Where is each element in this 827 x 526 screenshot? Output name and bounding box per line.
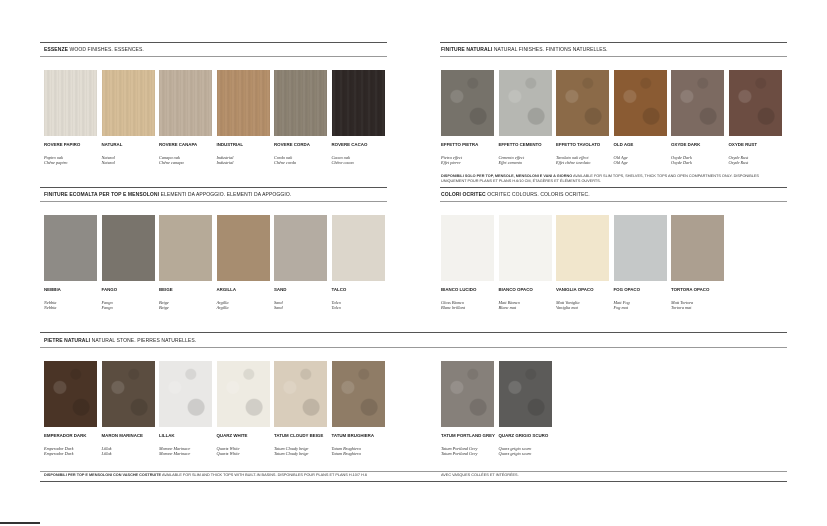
swatch-subtitle-fr: Emperador Dark [44, 451, 74, 456]
swatch-subtitle-fr: Fango [101, 305, 113, 310]
swatch-subtitle-en: Old Age [613, 155, 628, 160]
swatch-subtitle-en: Marone Marinace [159, 446, 191, 451]
swatch-rovere-corda [274, 70, 327, 136]
rule-bottom-note [40, 471, 787, 472]
swatch-label: FANGO [101, 287, 118, 292]
swatch-label: FOG OPACO [613, 287, 641, 292]
rule-top-right [440, 42, 787, 43]
swatch-tatum-brughiera [332, 361, 385, 427]
swatch-label: OLD AGE [613, 142, 634, 147]
swatch-label: ROVERE PAPIRO [44, 142, 81, 147]
swatch-beige [159, 215, 212, 281]
swatch-subtitle-fr: Effet cemento [498, 160, 523, 165]
swatch-subtitle-en: Nebbia [44, 300, 57, 305]
swatch-maron-marinace [102, 361, 155, 427]
swatch-subtitle-en: Matt Fog [613, 300, 630, 305]
section-title-colori-ocritec: COLORI OCRITEC OCRITEC COLOURS. COLORIS OCRITEC. [441, 192, 590, 198]
swatch-effetto-tavolato [556, 70, 609, 136]
swatch-subtitle-fr: Chêne canapa [159, 160, 184, 165]
swatch-subtitle-en: Emperador Dark [44, 446, 74, 451]
swatch-quarz-white [217, 361, 270, 427]
section-title-essenze: ESSENZE WOOD FINISHES. ESSENCES. [44, 47, 144, 53]
swatch-subtitle-en: Pietra effect [441, 155, 463, 160]
swatch-subtitle-en: Argilla [216, 300, 229, 305]
swatch-label: EFFETTO TAVOLATO [556, 142, 601, 147]
swatch-label: VANIGLIA OPACO [556, 287, 594, 292]
swatch-subtitle-en: Natural [101, 155, 115, 160]
swatch-label: SAND [274, 287, 287, 292]
swatch-subtitle-fr: Blanc brillant [441, 305, 465, 310]
swatch-subtitle-en: Cemento effect [498, 155, 525, 160]
swatch-lillak [159, 361, 212, 427]
swatch-subtitle-en: Matt Bianco [498, 300, 520, 305]
swatch-label: LILLAK [159, 433, 175, 438]
rule-finiture-naturali [440, 56, 787, 57]
swatch-subtitle-fr: Industrial [216, 160, 234, 165]
swatch-rovere-papiro [44, 70, 97, 136]
swatch-label: ROVERE CORDA [274, 142, 310, 147]
swatch-subtitle-en: Industrial [216, 155, 234, 160]
swatch-subtitle-en: Matt Tortora [671, 300, 694, 305]
swatch-label: BEIGE [159, 287, 173, 292]
rule-top-left [40, 42, 387, 43]
swatch-subtitle-fr: Fog mat [613, 305, 628, 310]
section-title-finiture-naturali: FINITURE NATURALI NATURAL FINISHES. FINITIONS NATURELLES. [441, 47, 608, 53]
swatch-subtitle-fr: Quartz White [216, 451, 240, 456]
swatch-subtitle-fr: Tatum Brughiera [331, 451, 361, 456]
swatch-sand [274, 215, 327, 281]
swatch-talco [332, 215, 385, 281]
section-title-pietre-naturali: PIETRE NATURALI NATURAL STONE. PIERRES NATURELLES. [44, 338, 197, 344]
swatch-label: INDUSTRIAL [216, 142, 244, 147]
swatch-label: TATUM CLOUDY BEIGE [274, 433, 324, 438]
swatch-rovere-canapa [159, 70, 212, 136]
swatch-label: EFFETTO PIETRA [441, 142, 479, 147]
swatch-subtitle-fr: Chêne cacao [331, 160, 354, 165]
swatch-quarz-grigio-scuro [499, 361, 552, 427]
swatch-effetto-pietra [441, 70, 494, 136]
swatch-label: OXYDE RUST [728, 142, 758, 147]
note-pietre-right: AVEC VASQUES COLLÉES ET INTÉGRÉES. [441, 473, 519, 477]
swatch-label: BIANCO LUCIDO [441, 287, 477, 292]
swatch-oxyde-rust [729, 70, 782, 136]
rule-colori-ocritec [440, 201, 787, 202]
swatch-label: TALCO [331, 287, 347, 292]
swatch-subtitle-fr: Argilla [216, 305, 229, 310]
swatch-effetto-cemento [499, 70, 552, 136]
swatch-subtitle-fr: Blanc mat [498, 305, 517, 310]
swatch-subtitle-en: Sand [274, 300, 283, 305]
swatch-subtitle-fr: Lillak [101, 451, 112, 456]
rule-bottom [40, 481, 787, 482]
swatch-subtitle-fr: Chêne papiro [44, 160, 68, 165]
swatch-label: NEBBIA [44, 287, 61, 292]
swatch-subtitle-en: Cacao oak [331, 155, 350, 160]
swatch-label: QUARZ GRIGIO SCURO [498, 433, 549, 438]
swatch-nebbia [44, 215, 97, 281]
swatch-subtitle-en: Matt Vaniglia [556, 300, 580, 305]
swatch-emperador-dark [44, 361, 97, 427]
swatch-subtitle-fr: Nebbia [44, 305, 57, 310]
swatch-rovere-cacao [332, 70, 385, 136]
swatch-subtitle-fr: Natural [101, 160, 115, 165]
swatch-subtitle-fr: Oxyde Rust [728, 160, 749, 165]
swatch-subtitle-fr: Beige [159, 305, 169, 310]
swatch-subtitle-en: Papiro oak [44, 155, 64, 160]
section-title-ecomalta: FINITURE ECOMALTA PER TOP E MENSOLONI ELEMENTI DA APPOGGIO. ELEMENTI DA APPOGGIO. [44, 192, 292, 198]
swatch-subtitle-en: Tatum Cloudy beige [274, 446, 309, 451]
swatch-label: QUARZ WHITE [216, 433, 248, 438]
swatch-label: BIANCO OPACO [498, 287, 533, 292]
rule-ecomalta [40, 201, 387, 202]
swatch-subtitle-en: Quarz grigio scuro [498, 446, 532, 451]
rule-lower [40, 332, 787, 333]
swatch-industrial [217, 70, 270, 136]
swatch-tatum-cloudy-beige [274, 361, 327, 427]
note-pietre-left: DISPONIBILI PER TOP E MENSOLONI CON VASCHE COSTRUITE AVAILABLE FOR SLIM AND THICK TOPS WITH BUILT-IN BASINS. DISPONIBLES POUR PLANS ET PLANS H.10/7 H.6 [44, 473, 367, 477]
swatch-subtitle-fr: Effet pierre [441, 160, 461, 165]
note-finiture-naturali: DISPONIBILI SOLO PER TOP, MENSOLE, MENSOLONI E VANI A GIORNO AVAILABLE FOR SLIM TOPS, SHELVES, THICK TOPS AND OPEN COMPARTMENTS ONLY. DISPONIBLES [441, 174, 759, 178]
swatch-vaniglia-opaco [556, 215, 609, 281]
swatch-subtitle-en: Canapa oak [159, 155, 180, 160]
swatch-subtitle-en: Fango [101, 300, 113, 305]
swatch-subtitle-en: Quartz White [216, 446, 240, 451]
swatch-subtitle-en: Lillak [101, 446, 112, 451]
swatch-subtitle-fr: Tortora mat [671, 305, 692, 310]
swatch-subtitle-fr: Sand [274, 305, 283, 310]
swatch-subtitle-fr: Quarz grigio scuro [498, 451, 532, 456]
rule-mid-left [40, 187, 387, 188]
swatch-subtitle-en: Talco [331, 300, 341, 305]
swatch-label: ROVERE CANAPA [159, 142, 198, 147]
swatch-bianco-lucido [441, 215, 494, 281]
swatch-label: NATURAL [101, 142, 123, 147]
swatch-subtitle-en: Tavolato oak effect [556, 155, 589, 160]
swatch-argilla [217, 215, 270, 281]
page-edge-mark [0, 522, 40, 524]
swatch-subtitle-fr: Tatum Cloudy beige [274, 451, 309, 456]
swatch-subtitle-fr: Old Age [613, 160, 628, 165]
swatch-subtitle-fr: Chêne corda [274, 160, 296, 165]
swatch-label: ROVERE CACAO [331, 142, 368, 147]
swatch-subtitle-en: Tatum Brughiera [331, 446, 361, 451]
swatch-subtitle-en: Oxyde Dark [671, 155, 692, 160]
swatch-fango [102, 215, 155, 281]
note-finiture-naturali-line2: UNIQUEMENT POUR PLANS ET PLANS H.6/10 CM, ÉTAGÈRES ET ÉLÉMENTS OUVERTS. [441, 179, 601, 183]
swatch-old-age [614, 70, 667, 136]
swatch-subtitle-fr: Vaniglia mat [556, 305, 578, 310]
swatch-tortora-opaco [671, 215, 724, 281]
swatch-natural [102, 70, 155, 136]
swatch-label: EFFETTO CEMENTO [498, 142, 542, 147]
swatch-subtitle-fr: Effet chêne tavolato [556, 160, 591, 165]
rule-essenze [40, 56, 387, 57]
swatch-oxyde-dark [671, 70, 724, 136]
swatch-subtitle-en: Gloss Bianco [441, 300, 465, 305]
swatch-label: EMPERADOR DARK [44, 433, 87, 438]
swatch-subtitle-fr: Oxyde Dark [671, 160, 692, 165]
swatch-subtitle-en: Oxyde Rust [728, 155, 749, 160]
swatch-label: TORTORA OPACO [671, 287, 710, 292]
swatch-subtitle-fr: Marone Marinace [159, 451, 191, 456]
swatch-subtitle-en: Beige [159, 300, 169, 305]
swatch-label: TATUM BRUGHIERA [331, 433, 375, 438]
swatch-subtitle-fr: Tatum Portland Grey [441, 451, 478, 456]
swatch-tatum-portland-grey [441, 361, 494, 427]
rule-mid-right [440, 187, 787, 188]
swatch-label: OXYDE DARK [671, 142, 701, 147]
swatch-fog-opaco [614, 215, 667, 281]
swatch-label: ARGILLA [216, 287, 237, 292]
swatch-subtitle-en: Tatum Portland Grey [441, 446, 478, 451]
swatch-label: MARON MARINACE [101, 433, 143, 438]
swatch-label: TATUM PORTLAND GREY [441, 433, 495, 438]
swatch-subtitle-en: Corda oak [274, 155, 293, 160]
swatch-bianco-opaco [499, 215, 552, 281]
swatch-subtitle-fr: Talco [331, 305, 341, 310]
rule-pietre-naturali [40, 347, 787, 348]
